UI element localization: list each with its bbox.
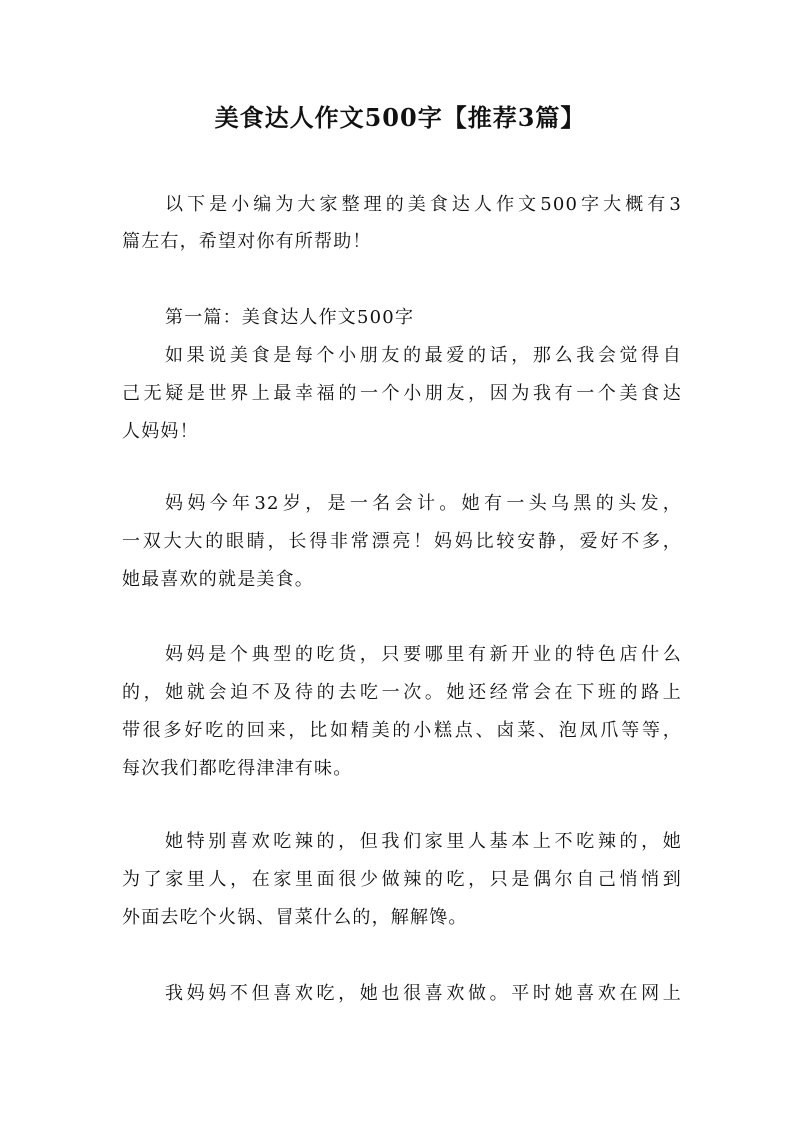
paragraph-line: 妈妈今年32岁，是一名会计。她有一头乌黑的头发， [165, 493, 682, 514]
paragraph-line: 为了家里人，在家里面很少做辣的吃，只是偶尔自己悄悄到 [122, 869, 682, 890]
paragraph-line: 每次我们都吃得津津有味。 [122, 758, 353, 779]
section-heading: 第一篇：美食达人作文500字 [165, 307, 415, 328]
paragraph-line: 的，她就会迫不及待的去吃一次。她还经常会在下班的路上 [122, 682, 682, 703]
intro-line: 篇左右，希望对你有所帮助！ [122, 231, 372, 252]
paragraph-line: 我妈妈不但喜欢吃，她也很喜欢做。平时她喜欢在网上 [165, 983, 682, 1004]
document-title: 美食达人作文500字【推荐3篇】 [214, 103, 586, 132]
paragraph-line: 妈妈是个典型的吃货，只要哪里有新开业的特色店什么 [165, 644, 682, 665]
paragraph-line: 己无疑是世界上最幸福的一个小朋友，因为我有一个美食达 [122, 383, 682, 404]
paragraph-line: 外面去吃个火锅、冒菜什么的，解解馋。 [122, 907, 468, 928]
paragraph-line: 她特别喜欢吃辣的，但我们家里人基本上不吃辣的，她 [165, 831, 682, 852]
paragraph-line: 她最喜欢的就是美食。 [122, 569, 314, 590]
paragraph-line: 人妈妈！ [122, 421, 199, 442]
paragraph-line: 带很多好吃的回来，比如精美的小糕点、卤菜、泡凤爪等等， [122, 720, 682, 741]
paragraph-line: 如果说美食是每个小朋友的最爱的话，那么我会觉得自 [165, 345, 682, 366]
paragraph-line: 一双大大的眼睛，长得非常漂亮！妈妈比较安静，爱好不多， [122, 531, 682, 552]
intro-line: 以下是小编为大家整理的美食达人作文500字大概有3 [165, 194, 682, 215]
